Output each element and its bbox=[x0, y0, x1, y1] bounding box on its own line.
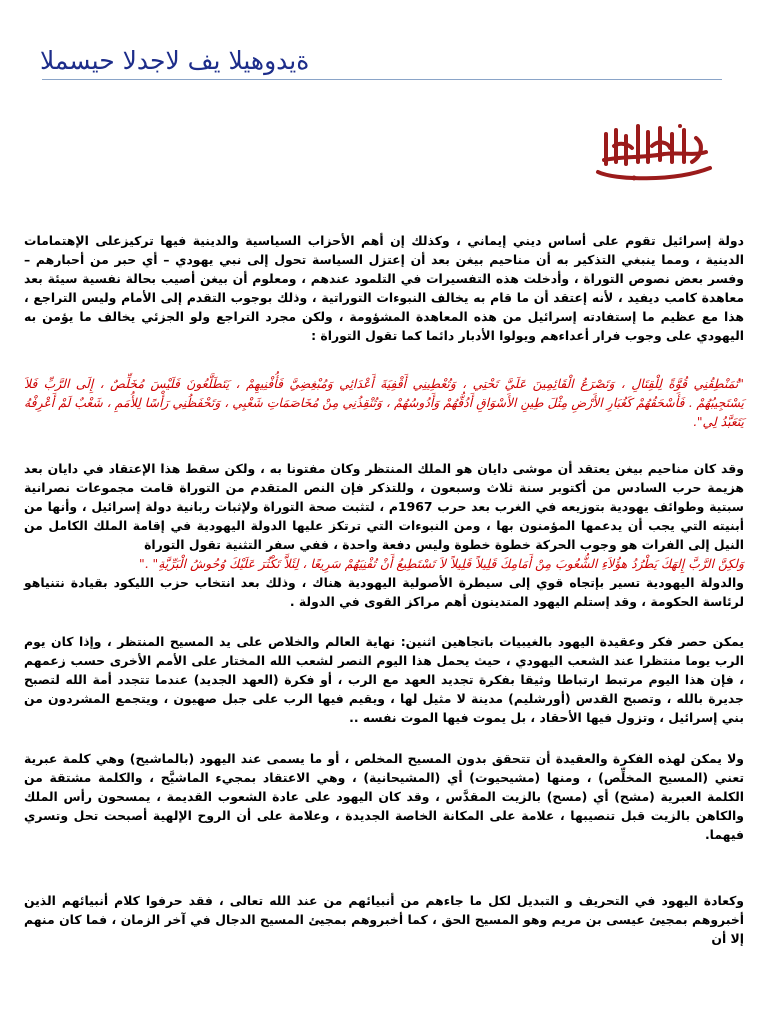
torah-quote-2: وَلكِنَّ الرَّبَّ إِلهَكَ يَطْرُدُ هؤُلاَءِ الشُّعُوبَ مِنْ أَمَامِكَ قَلِيلاً قَلِيلاً لاَ تَسْتَطِيعُ أَنْ تُفْنِيَهُمْ سَرِيعًا ، لِئَلاَّ تَكْثُرَ عَلَيْكَ وُحُوشُ الْبَرِّيَّةِ" ." bbox=[138, 555, 744, 571]
title-divider bbox=[42, 79, 722, 80]
page-title: المسيح الدجال في اليهودية bbox=[40, 46, 310, 75]
basmala-calligraphy-image bbox=[584, 116, 720, 188]
paragraph-israel-religious-basis: دولة إسرائيل تقوم على أساس ديني إيماني ، وكذلك إن أهم الأحزاب السياسية والدينية فيها تركيزعلى الإهتمامات الدينية ، ومما ينبغي التذكير به أن مناحيم بيغن بعد أن إعتزل السياسة تحول إلى نبي يهودي – أي حبر من أحبارهم – وفسر بعض نصوص التوراة ، وأدخلت هذه التفسيرات في التلمود عندهم ، ومعلوم أن بيغن أصيب بحالة نفسية سيئة بعد معاهدة كامب ديفيد ، لأنه إعتقد أن ما قام به يخالف النبوءات التوراتية ، وذلك بوجوب التقدم إلى الأمام وليس التراجع ، هذا مع عظيم ما إستفادته إسرائيل من هذه المعاهدة المشؤومة ، ولكن مجرد التراجع ولو الجزئي يخالف ما يؤمن به اليهودي على وجوب فرار أعداءهم ويولوا الأدبار دائما كما تقول التوراة : bbox=[24, 233, 744, 343]
torah-quote-1: "تُمَنْطِقُنِي قُوَّةً لِلْقِتَالِ ، وَتَصْرَعُ الْقَائِمِينَ عَلَيَّ تَحْتِي ، وَتُعْطِينِي أَقْفِيَةَ أَعْدَائِي وَمُبْغِضِيَّ فَأُفْنِيهِمْ ، يَتَطَلَّعُونَ فَلَيْسَ مُخَلِّصٌ ، إِلَى الرَّبِّ فَلاَ يَسْتَجِيبُهُمْ . فَأَسْحَقُهُمْ كَغُبَارِ الأَرْضِ مِثْلَ طِينِ الأَسْوَاقِ أَدُقُّهُمْ وَأَدُوسُهُمْ ، وَتُنْقِذُنِي مِنْ مُخَاصَمَاتِ شَعْبِي ، وَتَحْفَظُنِي رَأْسًا لِلأُمَمِ ، شَعْبٌ لَمْ أَعْرِفْهُ يَتَعَبَّدُ لِي". bbox=[24, 376, 744, 430]
paragraph-distortion: وكعادة اليهود في التحريف و التبديل لكل ما جاءهم من أنبيائهم من عند الله تعالى ، فقد حرفوا كلام أنبيائهم الذين أخبروهم بمجيئ عيسى بن مريم وهو المسيح الحق ، كما أخبروهم بمجيئ المسيح الدجال في آخر الزمان ، فما كان منهم إلا أن bbox=[24, 893, 744, 947]
paragraph-day-of-lord: يمكن حصر فكر وعقيدة اليهود بالغيبيات باتجاهين اثنين: نهاية العالم والخلاص على يد المسيح المنتظر ، وإذا كان يوم الرب يوما منتظرا عند الشعب اليهودي ، حيث يحمل هذا اليوم النصر لشعب الله المختار على الأمم الأخرى حسب زعمهم ، فإن هذا اليوم مرتبط ارتباطا وثيقا بفكرة تجديد العهد مع الرب ، أو فكرة (العهد الجديد) عندما تتجدد أمة الله لتصبح جديرة بالله ، وتصبح القدس (أورشليم) مدينة لا مثيل لها ، ويقيم فيها الرب على جبل صهيون ، ويتجمع المشردون من بني إسرائيل ، وتزول فيها الأحقاد ، بل يموت فيها الموت نفسه .. bbox=[24, 634, 744, 726]
paragraph-likud: والدولة اليهودية تسير بإتجاه قوي إلى سيطرة الأصولية اليهودية هناك ، وذلك بعد انتخاب حزب الليكود بقيادة نتنياهو لرئاسة الحكومة ، وقد إستلم اليهود المتدينون أهم مراكز القوى في الدولة . bbox=[24, 574, 744, 609]
paragraph-begin-dayan: وقد كان مناحيم بيغن يعتقد أن موشى دايان هو الملك المنتظر وكان مفتونا به ، ولكن سقط هذا الإعتقاد في دايان بعد هزيمة حرب السادس من أكتوبر سنة ثلاث وسبعون ، وللتذكر فإن النص المتقدم من التوراة قامت مجموعات نصرانية سبتية وطوائف يهودية بتوزيعه في الغرب بعد حرب 1967م ، لتثبت صحة التوراة ولإثبات ربانية دولة إسرائيل ، وأنها من أبنيته التي يجب أن يدعمها المؤمنون بها ، ومن النبوءات التي ترتكز عليها الدولة اليهودية في إقامة الملك الكامل من النيل إلى الفرات هو وجوب الحركة خطوة خطوة وليس دفعة واحدة ، ففي سفر التثنية تقول التوراة bbox=[24, 461, 744, 552]
document-body bbox=[24, 232, 744, 949]
paragraph-mashiach: ولا يمكن لهذه الفكرة والعقيدة أن تتحقق بدون المسيح المخلص ، أو ما يسمى عند اليهود (بالماشيح) وهي كلمة عبرية تعني (المسيح المخلِّص) ، ومنها (مشيحيوت) أي (المشيحانية) ، وهي الاعتقاد بمجيء الماشيَّح ، والكلمة مشتقة من الكلمة العبرية (مشح) أي (مسح) بالزيت المقدَّس ، وقد كان اليهود على عادة الشعوب القديمة ، يمسحون رأس الملك والكاهن بالزيت قبل تنصيبها ، علامة على المكانة الخاصة الجديدة ، وعلامة على أن الروح الإلهية أصبحت تحل وتسري فيهما. bbox=[24, 750, 744, 842]
